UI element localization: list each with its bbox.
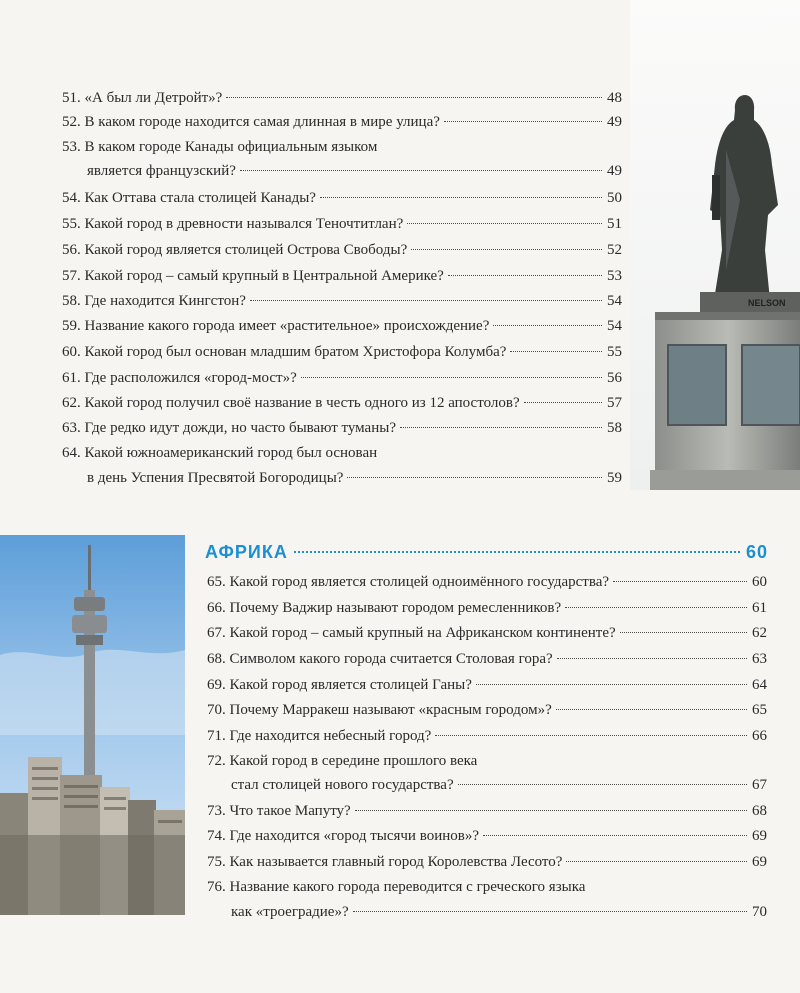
toc-entry-64-line1[interactable] [62, 441, 377, 465]
toc-entry-text: Какой южноамериканский город был основан [84, 445, 378, 461]
toc-entry-num: 69. [207, 677, 226, 693]
toc-entry-text: Какой город является столицей Ганы? [229, 677, 472, 693]
dot-leader [407, 223, 602, 224]
toc-entry-num: 60. [62, 344, 81, 360]
toc-entry-page: 55 [607, 344, 622, 360]
toc-entry-59[interactable] [62, 314, 622, 338]
toc-entry-page: 69 [752, 828, 767, 844]
dot-leader [301, 377, 602, 378]
toc-entry-num: 57. [62, 268, 81, 284]
toc-entry-num: 58. [62, 293, 81, 309]
toc-entry-text: Где находится небесный город? [229, 728, 432, 744]
toc-entry-74[interactable] [207, 824, 767, 848]
toc-entry-page: 66 [752, 728, 767, 744]
toc-entry-text: Что такое Мапуту? [229, 803, 351, 819]
section-heading-africa[interactable] [205, 542, 768, 563]
toc-entry-66[interactable] [207, 596, 767, 620]
toc-entry-68[interactable] [207, 647, 767, 671]
toc-entry-page: 69 [752, 854, 767, 870]
toc-entry-text-cont: в день Успения Пресвятой Богородицы? [87, 470, 344, 486]
toc-entry-52[interactable] [62, 110, 622, 134]
toc-entry-num: 54. [62, 190, 81, 206]
toc-entry-num: 73. [207, 803, 226, 819]
toc-entry-73[interactable] [207, 799, 767, 823]
toc-entry-page: 56 [607, 370, 622, 386]
toc-entry-70[interactable] [207, 698, 767, 722]
toc-entry-text: Почему Марракеш называют «красным городом»? [229, 702, 552, 718]
dot-leader [250, 300, 602, 301]
toc-entry-54[interactable] [62, 186, 622, 210]
toc-entry-page: 61 [752, 600, 767, 616]
toc-entry-58[interactable] [62, 289, 622, 313]
toc-entry-num: 65. [207, 574, 226, 590]
toc-entry-num: 53. [62, 139, 81, 155]
toc-entry-text: Какой город является столицей Острова Свободы? [84, 242, 408, 258]
toc-entry-num: 55. [62, 216, 81, 232]
toc-entry-page: 59 [607, 470, 622, 486]
dot-leader [320, 197, 602, 198]
toc-entry-page: 60 [752, 574, 767, 590]
dot-leader [226, 97, 602, 98]
toc-entry-page: 54 [607, 318, 622, 334]
toc-entry-text: Какой город в середине прошлого века [229, 753, 478, 769]
dot-leader [483, 835, 747, 836]
toc-entry-text-cont: как «троеградие»? [231, 904, 349, 920]
dot-leader [613, 581, 747, 582]
toc-entry-num: 66. [207, 600, 226, 616]
toc-entry-text: Символом какого города считается Столовая гора? [229, 651, 553, 667]
toc-entry-num: 72. [207, 753, 226, 769]
toc-entry-page: 53 [607, 268, 622, 284]
toc-entry-page: 68 [752, 803, 767, 819]
toc-entry-num: 76. [207, 879, 226, 895]
section-title: АФРИКА [205, 542, 288, 562]
toc-entry-num: 56. [62, 242, 81, 258]
toc-entry-53-line1[interactable] [62, 135, 377, 159]
toc-entry-text: «А был ли Детройт»? [84, 90, 223, 106]
toc-entry-page: 51 [607, 216, 622, 232]
dot-leader [353, 911, 747, 912]
toc-entry-num: 52. [62, 114, 81, 130]
toc-entry-text: Какой город является столицей одноимённого государства? [229, 574, 610, 590]
toc-entry-text: Где находится «город тысячи воинов»? [229, 828, 479, 844]
dot-leader [524, 402, 602, 403]
toc-entry-num: 51. [62, 90, 81, 106]
dot-leader [556, 709, 747, 710]
toc-entry-num: 74. [207, 828, 226, 844]
dot-leader [347, 477, 602, 478]
toc-entry-75[interactable] [207, 850, 767, 874]
dot-leader [444, 121, 602, 122]
toc-entry-text-cont: стал столицей нового государства? [231, 777, 454, 793]
statue-plaque-text: NELSON [748, 298, 786, 308]
toc-entry-page: 49 [607, 114, 622, 130]
toc-entry-72-line1[interactable] [207, 749, 477, 773]
toc-entry-page: 54 [607, 293, 622, 309]
dot-leader [557, 658, 747, 659]
dot-leader [620, 632, 747, 633]
toc-entry-num: 61. [62, 370, 81, 386]
toc-entry-num: 75. [207, 854, 226, 870]
dot-leader [510, 351, 602, 352]
dot-leader [458, 784, 747, 785]
toc-entry-55[interactable] [62, 212, 622, 236]
toc-entry-text: Где расположился «город-мост»? [84, 370, 297, 386]
toc-entry-num: 67. [207, 625, 226, 641]
toc-entry-60[interactable] [62, 340, 622, 364]
section-page: 60 [745, 542, 768, 562]
dot-leader [566, 861, 747, 862]
toc-entry-page: 49 [607, 163, 622, 179]
dot-leader [355, 810, 747, 811]
dot-leader [476, 684, 747, 685]
toc-entry-num: 59. [62, 318, 81, 334]
toc-entry-text: В каком городе находится самая длинная в мире улица? [84, 114, 440, 130]
toc-entry-text: Какой город в древности назывался Теночтитлан? [84, 216, 404, 232]
toc-entry-num: 64. [62, 445, 81, 461]
dot-leader [400, 427, 602, 428]
dot-leader [411, 249, 602, 250]
toc-entry-63[interactable] [62, 416, 622, 440]
dot-leader [565, 607, 747, 608]
toc-entry-page: 63 [752, 651, 767, 667]
toc-entry-num: 70. [207, 702, 226, 718]
toc-entry-text: Как Оттава стала столицей Канады? [84, 190, 316, 206]
toc-entry-text-cont: является французский? [87, 163, 236, 179]
toc-entry-page: 62 [752, 625, 767, 641]
toc-entry-69[interactable] [207, 673, 767, 697]
toc-entry-text: Почему Ваджир называют городом ремесленников? [229, 600, 562, 616]
toc-entry-page: 52 [607, 242, 622, 258]
toc-entry-text: Где редко идут дожди, но часто бывают туманы? [84, 420, 396, 436]
toc-entry-text: Как называется главный город Королевства Лесото? [229, 854, 563, 870]
toc-entry-text: Название какого города имеет «растительное» происхождение? [84, 318, 490, 334]
toc-entry-page: 64 [752, 677, 767, 693]
toc-entry-57[interactable] [62, 264, 622, 288]
toc-entry-text: В каком городе Канады официальным языком [84, 139, 378, 155]
toc-entry-67[interactable] [207, 621, 767, 645]
dot-leader [493, 325, 602, 326]
toc-entry-num: 62. [62, 395, 81, 411]
toc-entry-page: 50 [607, 190, 622, 206]
toc-entry-page: 67 [752, 777, 767, 793]
toc-entry-text: Какой город был основан младшим братом Христофора Колумба? [84, 344, 507, 360]
dot-leader [294, 551, 740, 553]
toc-entry-61[interactable] [62, 366, 622, 390]
toc-entry-text: Где находится Кингстон? [84, 293, 246, 309]
toc-entry-num: 68. [207, 651, 226, 667]
toc-entry-64[interactable] [87, 466, 622, 490]
toc-entry-text: Какой город – самый крупный в Центральной Америке? [84, 268, 444, 284]
toc-entry-page: 70 [752, 904, 767, 920]
toc-entry-76[interactable] [231, 900, 767, 924]
dot-leader [448, 275, 602, 276]
toc-entry-51[interactable] [62, 86, 622, 110]
toc-entry-page: 57 [607, 395, 622, 411]
toc-entry-page: 65 [752, 702, 767, 718]
toc-entry-71[interactable] [207, 724, 767, 748]
toc-entry-56[interactable] [62, 238, 622, 262]
toc-entry-text: Какой город получил своё название в честь одного из 12 апостолов? [84, 395, 520, 411]
toc-entry-65[interactable] [207, 570, 767, 594]
toc-entry-text: Название какого города переводится с греческого языка [229, 879, 586, 895]
toc-entry-page: 48 [607, 90, 622, 106]
toc-entry-text: Какой город – самый крупный на Африканском континенте? [229, 625, 616, 641]
toc-entry-num: 63. [62, 420, 81, 436]
toc-entry-62[interactable] [62, 391, 622, 415]
toc-entry-53[interactable] [87, 159, 622, 183]
toc-entry-num: 71. [207, 728, 226, 744]
toc-entry-page: 58 [607, 420, 622, 436]
dot-leader [240, 170, 602, 171]
dot-leader [435, 735, 747, 736]
toc-entry-72[interactable] [231, 773, 767, 797]
toc-entry-76-line1[interactable] [207, 875, 585, 899]
